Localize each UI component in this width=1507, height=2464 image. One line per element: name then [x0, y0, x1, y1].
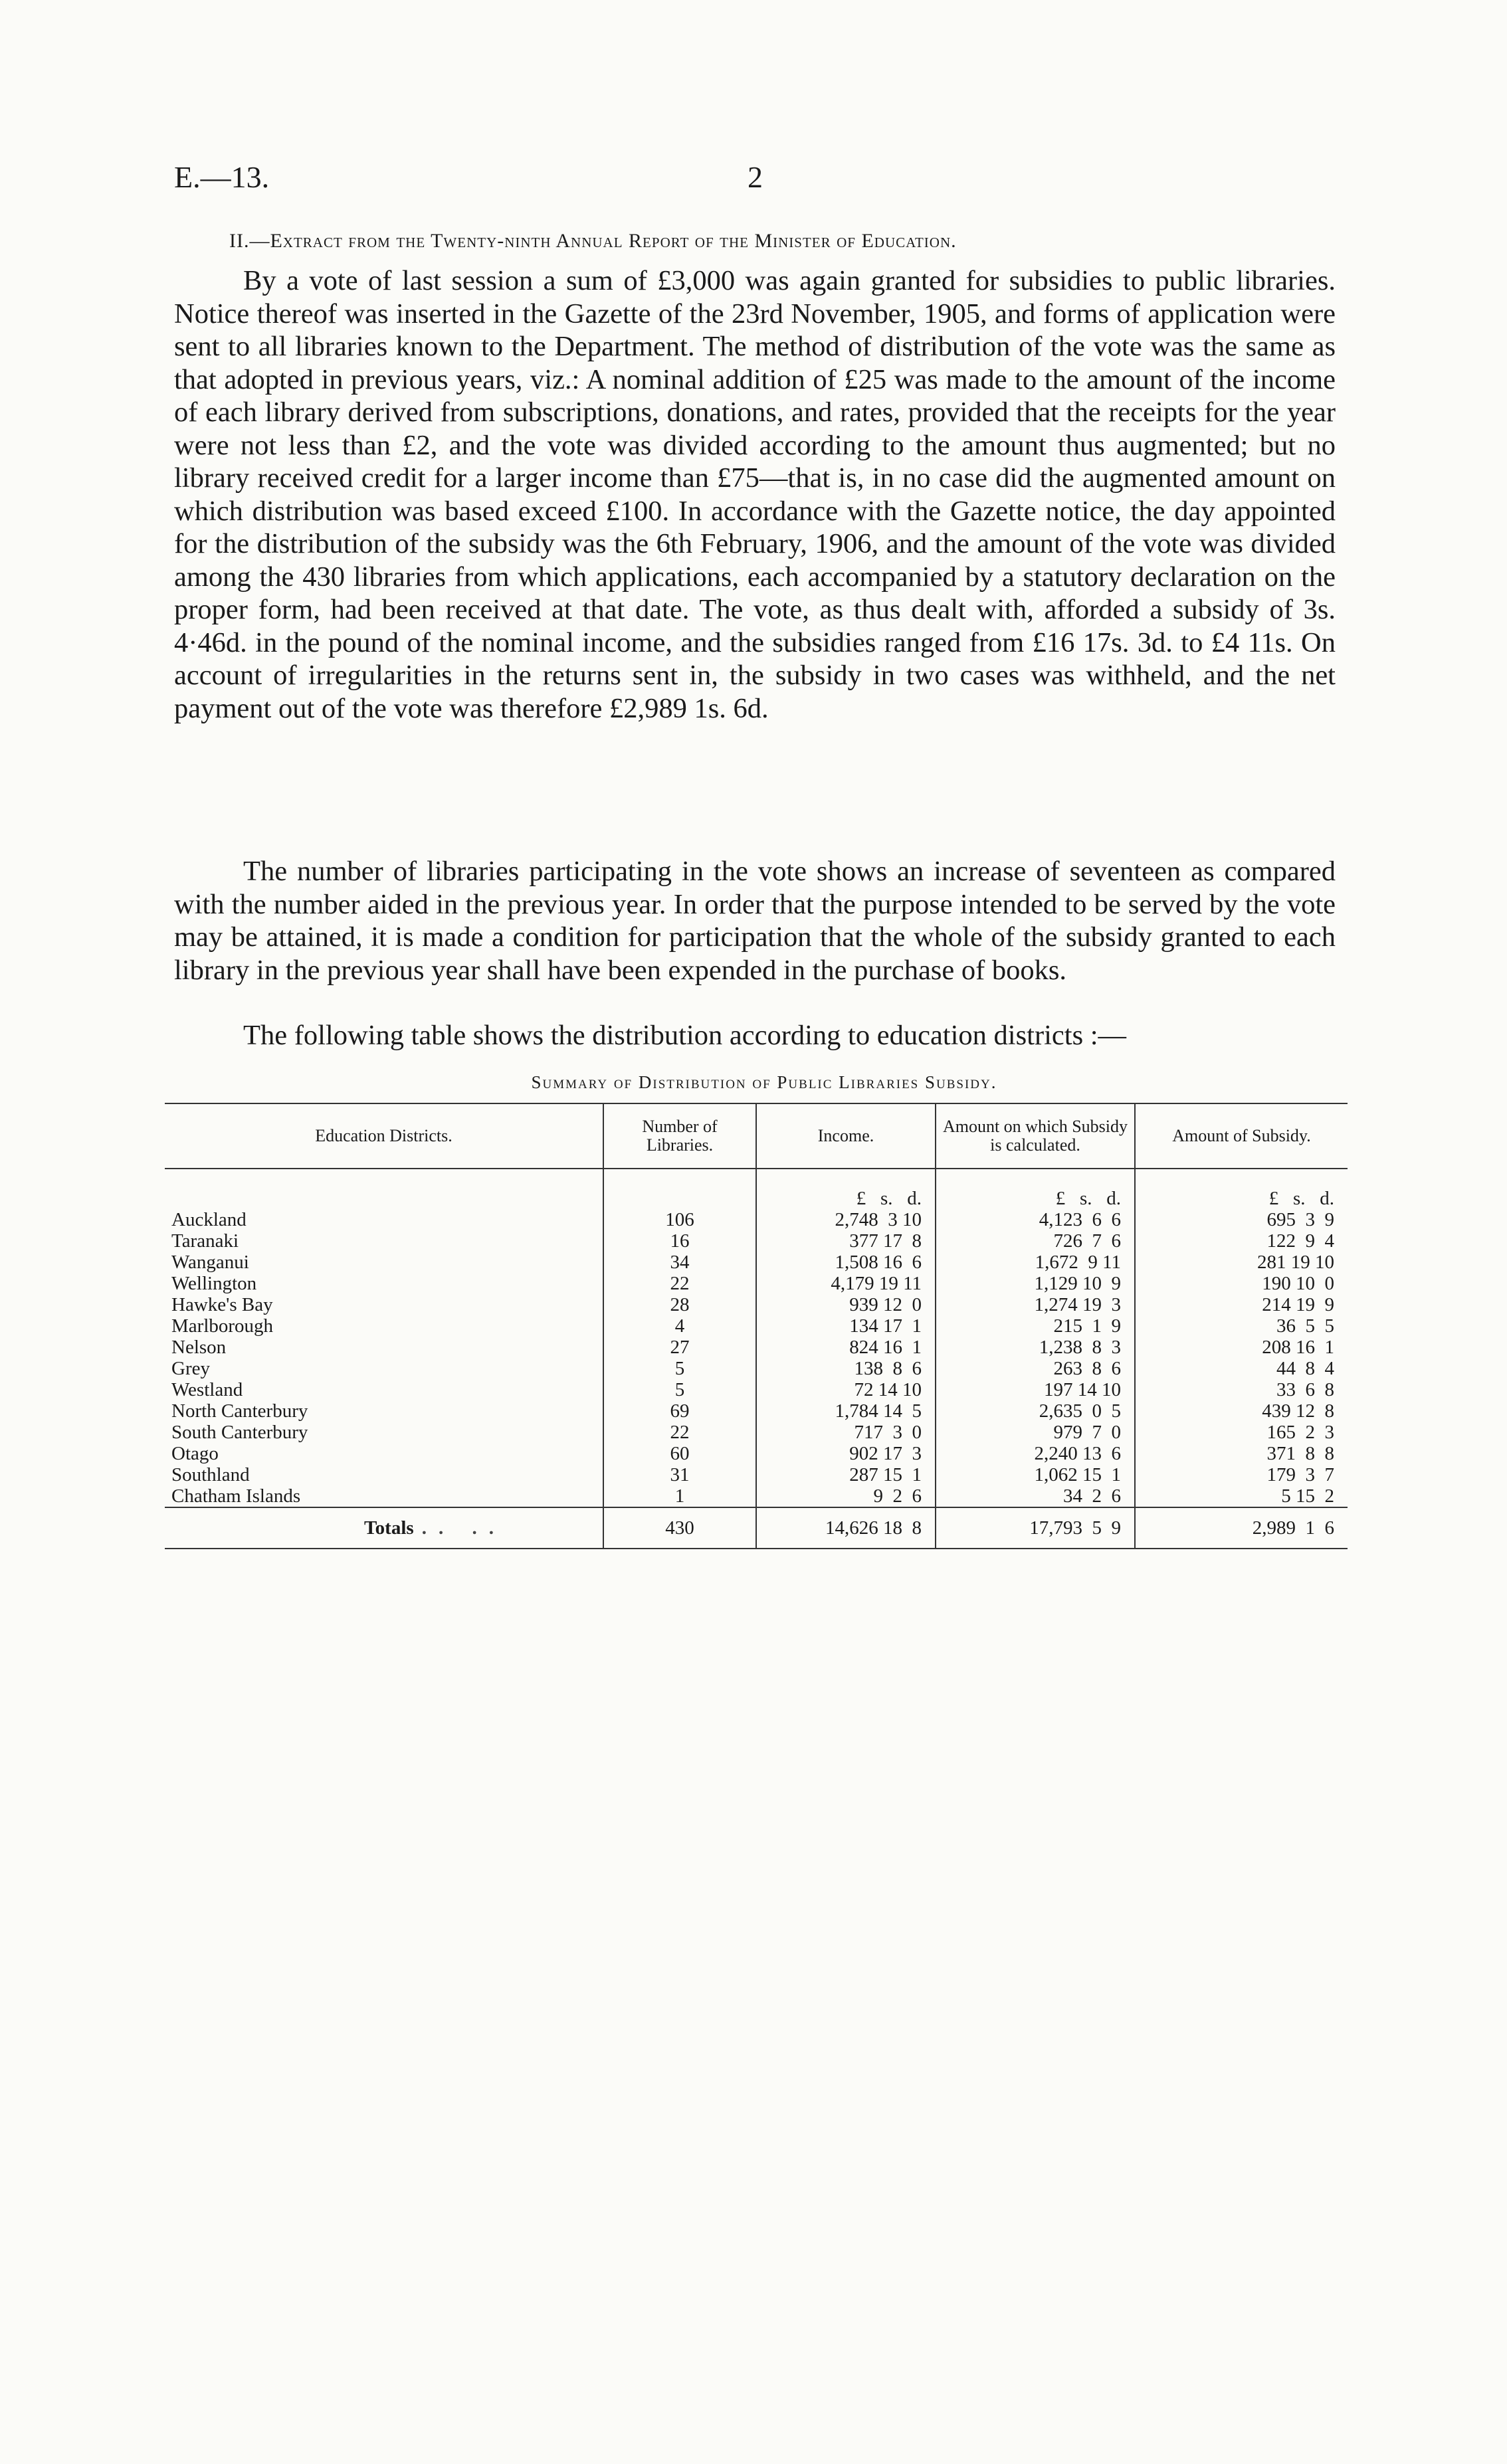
calculated-cell: 1,672 9 11 [936, 1252, 1135, 1273]
totals-calculated: 17,793 5 9 [936, 1507, 1135, 1548]
libraries-cell: 4 [603, 1315, 756, 1337]
libraries-cell: 106 [603, 1209, 756, 1230]
table-bottom-rule [165, 1548, 1348, 1549]
income-cell: 717 3 0 [756, 1422, 936, 1443]
table-header-row [165, 1104, 1348, 1169]
units-subsidy: £ s. d. [1135, 1169, 1348, 1209]
libraries-cell: 1 [603, 1485, 756, 1507]
subsidy-cell: 281 19 10 [1135, 1252, 1348, 1273]
income-cell: 9 2 6 [756, 1485, 936, 1507]
subsidy-cell: 695 3 9 [1135, 1209, 1348, 1230]
subsidy-cell: 190 10 0 [1135, 1273, 1348, 1294]
subsidy-cell: 439 12 8 [1135, 1400, 1348, 1422]
header-libraries: Number of Libraries. [603, 1104, 756, 1169]
income-cell: 377 17 8 [756, 1230, 936, 1252]
district-name: Marlborough [171, 1315, 274, 1337]
header-calculated: Amount on which Subsidy is calculated. [936, 1104, 1135, 1169]
paragraph-2 [174, 855, 1336, 987]
table-row [165, 1337, 1348, 1358]
subsidy-cell: 165 2 3 [1135, 1422, 1348, 1443]
libraries-cell: 5 [603, 1358, 756, 1379]
calculated-cell: 1,129 10 9 [936, 1273, 1135, 1294]
table-title: Summary of Distribution of Public Libraries Subsidy. [531, 1072, 997, 1092]
calculated-cell: 34 2 6 [936, 1485, 1135, 1507]
table-row [165, 1252, 1348, 1273]
document-code: E.—13. [174, 160, 270, 194]
calculated-cell: 979 7 0 [936, 1422, 1135, 1443]
district-cell [165, 1358, 603, 1379]
paragraph-1-text: By a vote of last session a sum of £3,000 was again granted for subsidies to public libraries. Notice thereof was inserted in the Gazette of the 23rd November, 1905, and forms of application were sent to all libraries known to the Department. The method of distribution of the vote was the same as that adopted in previous years, viz.: A nominal addition of £25 was made to the amount of the income of each library derived from subscriptions, donations, and rates, provided that the receipts for the year were not less than £2, and the vote was divided according to the amount thus augmented; but no library received credit for a larger income than £75—that is, in no case did the augmented amount on which distribution was based exceed £100. In accordance with the Gazette notice, the day appointed for the distribution of the subsidy was the 6th February, 1906, and the amount of the vote was divided among the 430 libraries from which applications, each accompanied by a statutory declaration on the proper form, had been received at that date. The vote, as thus dealt with, afforded a subsidy of 3s. 4·46d. in the pound of the nominal income, and the subsidies ranged from £16 17s. 3d. to £4 11s. On account of irregularities in the returns sent in, the subsidy in two cases was withheld, and the net payment out of the vote was therefore £2,989 1s. 6d. [174, 265, 1336, 724]
totals-income: 14,626 18 8 [756, 1507, 936, 1548]
libraries-cell: 22 [603, 1273, 756, 1294]
district-cell [165, 1400, 603, 1422]
subsidy-cell: 179 3 7 [1135, 1464, 1348, 1485]
libraries-cell: 60 [603, 1443, 756, 1464]
district-name: Auckland [171, 1209, 247, 1230]
district-cell [165, 1379, 603, 1400]
header-subsidy: Amount of Subsidy. [1135, 1104, 1348, 1169]
subsidy-cell: 214 19 9 [1135, 1294, 1348, 1315]
district-name: Chatham Islands [171, 1485, 301, 1507]
calculated-cell: 1,238 8 3 [936, 1337, 1135, 1358]
totals-label [165, 1507, 603, 1548]
district-cell [165, 1294, 603, 1315]
subsidy-cell: 5 15 2 [1135, 1485, 1348, 1507]
subsidy-cell: 371 8 8 [1135, 1443, 1348, 1464]
district-name: South Canterbury [171, 1422, 308, 1443]
units-income: £ s. d. [756, 1169, 936, 1209]
calculated-cell: 2,635 0 5 [936, 1400, 1135, 1422]
subsidy-cell: 208 16 1 [1135, 1337, 1348, 1358]
paragraph-3 [174, 1019, 1336, 1052]
calculated-cell: 4,123 6 6 [936, 1209, 1135, 1230]
district-name: North Canterbury [171, 1400, 308, 1422]
paragraph-2-text: The number of libraries participating in the vote shows an increase of seventeen as compared with the number aided in the previous year. In order that the purpose intended to be served by the vote may be attained, it is made a condition for participation that the whole of the subsidy granted to each library in the previous year shall have been expended in the purchase of books. [174, 856, 1336, 986]
district-name: Wanganui [171, 1252, 249, 1273]
district-cell [165, 1209, 603, 1230]
totals-libraries: 430 [603, 1507, 756, 1548]
libraries-cell: 16 [603, 1230, 756, 1252]
income-cell: 824 16 1 [756, 1337, 936, 1358]
libraries-cell: 31 [603, 1464, 756, 1485]
income-cell: 2,748 3 10 [756, 1209, 936, 1230]
table-row [165, 1294, 1348, 1315]
district-name: Hawke's Bay [171, 1294, 273, 1315]
income-cell: 902 17 3 [756, 1443, 936, 1464]
table-row [165, 1209, 1348, 1230]
district-name: Grey [171, 1358, 210, 1379]
page-number: 2 [748, 160, 763, 194]
income-cell: 138 8 6 [756, 1358, 936, 1379]
district-name: Southland [171, 1464, 250, 1485]
income-cell: 287 15 1 [756, 1464, 936, 1485]
table-row [165, 1400, 1348, 1422]
table-row [165, 1358, 1348, 1379]
district-cell [165, 1252, 603, 1273]
libraries-cell: 22 [603, 1422, 756, 1443]
calculated-cell: 1,062 15 1 [936, 1464, 1135, 1485]
district-cell [165, 1315, 603, 1337]
income-cell: 72 14 10 [756, 1379, 936, 1400]
totals-label-text: Totals [364, 1517, 414, 1539]
income-cell: 1,508 16 6 [756, 1252, 936, 1273]
district-name: Wellington [171, 1273, 257, 1294]
district-cell [165, 1464, 603, 1485]
table-row [165, 1379, 1348, 1400]
district-name: Taranaki [171, 1230, 239, 1252]
district-name: Nelson [171, 1337, 227, 1358]
calculated-cell: 726 7 6 [936, 1230, 1135, 1252]
income-cell: 1,784 14 5 [756, 1400, 936, 1422]
subsidy-cell: 36 5 5 [1135, 1315, 1348, 1337]
calculated-cell: 215 1 9 [936, 1315, 1135, 1337]
libraries-cell: 5 [603, 1379, 756, 1400]
table-row [165, 1443, 1348, 1464]
district-cell [165, 1485, 603, 1507]
totals-subsidy: 2,989 1 6 [1135, 1507, 1348, 1548]
income-cell: 4,179 19 11 [756, 1273, 936, 1294]
table-row [165, 1422, 1348, 1443]
table-row [165, 1315, 1348, 1337]
table-row [165, 1273, 1348, 1294]
libraries-cell: 34 [603, 1252, 756, 1273]
income-cell: 939 12 0 [756, 1294, 936, 1315]
district-cell [165, 1273, 603, 1294]
libraries-cell: 69 [603, 1400, 756, 1422]
district-cell [165, 1443, 603, 1464]
table-row [165, 1485, 1348, 1507]
libraries-cell: 28 [603, 1294, 756, 1315]
header-district: Education Districts. [315, 1126, 452, 1145]
table-row [165, 1464, 1348, 1485]
libraries-cell: 27 [603, 1337, 756, 1358]
district-cell [165, 1337, 603, 1358]
subsidy-cell: 33 6 8 [1135, 1379, 1348, 1400]
table-row [165, 1230, 1348, 1252]
dot-leader: .. .. [421, 1517, 506, 1539]
totals-row [165, 1507, 1348, 1548]
section-heading: II.—Extract from the Twenty-ninth Annual Report of the Minister of Education. [229, 230, 957, 252]
units-blank [165, 1169, 603, 1209]
subsidy-cell: 122 9 4 [1135, 1230, 1348, 1252]
units-blank [603, 1169, 756, 1209]
calculated-cell: 197 14 10 [936, 1379, 1135, 1400]
district-name: Westland [171, 1379, 243, 1400]
paragraph-1 [174, 264, 1336, 725]
calculated-cell: 2,240 13 6 [936, 1443, 1135, 1464]
district-cell [165, 1230, 603, 1252]
paragraph-3-text: The following table shows the distribution according to education districts :— [243, 1020, 1127, 1051]
calculated-cell: 1,274 19 3 [936, 1294, 1135, 1315]
units-calculated: £ s. d. [936, 1169, 1135, 1209]
income-cell: 134 17 1 [756, 1315, 936, 1337]
subsidy-cell: 44 8 4 [1135, 1358, 1348, 1379]
calculated-cell: 263 8 6 [936, 1358, 1135, 1379]
header-income: Income. [756, 1104, 936, 1169]
district-name: Otago [171, 1443, 219, 1464]
district-cell [165, 1422, 603, 1443]
units-row [165, 1169, 1348, 1209]
subsidy-table [165, 1103, 1348, 1549]
